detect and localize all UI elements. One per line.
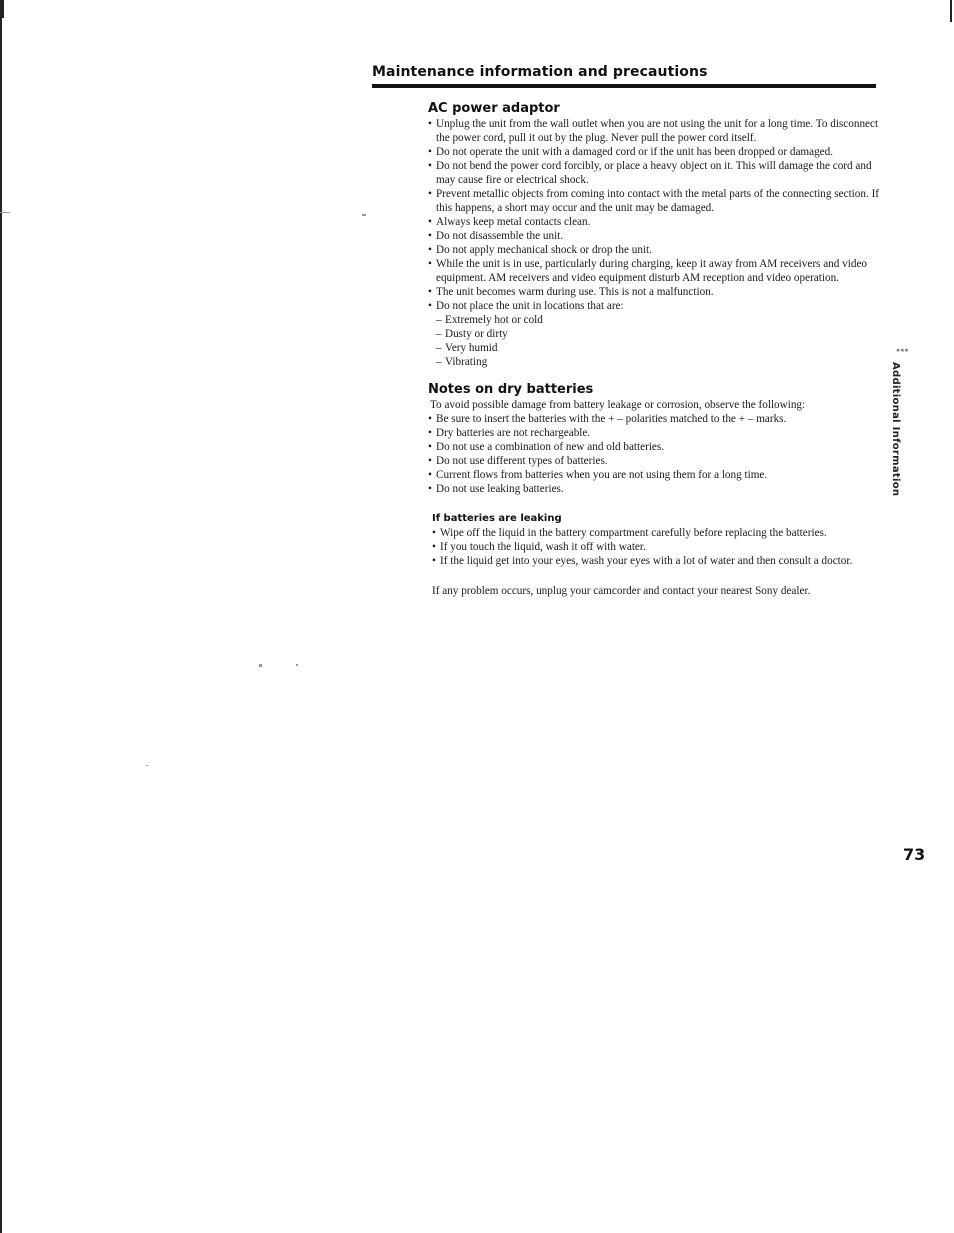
location-item: – Vibrating [436,355,886,369]
dry-batteries-list [424,412,886,496]
list-item: • If you touch the liquid, wash it off with water. [432,540,886,554]
scan-speck [259,664,262,667]
location-item: – Very humid [436,341,886,355]
dry-batteries-heading: Notes on dry batteries [428,382,594,397]
list-item: • The unit becomes warm during use. This is not a malfunction. [428,285,886,299]
location-item: – Extremely hot or cold [436,313,886,327]
page-edge-left [0,0,2,1233]
list-item: • Do not bend the power cord forcibly, or place a heavy object on it. This will damage the cord and may cause fire or electrical shock. [428,159,886,187]
list-item: • Current flows from batteries when you are not using them for a long time. [428,468,886,482]
list-item: • Wipe off the liquid in the battery compartment carefully before replacing the batteries. [432,526,886,540]
list-item: • Do not use a combination of new and old batteries. [428,440,886,454]
list-item: • Do not place the unit in locations that are: [428,299,886,313]
list-item: • Unplug the unit from the wall outlet when you are not using the unit for a long time. To disconnect the power cord, pull it out by the plug. Never pull the power cord itself. [428,117,886,145]
list-item: • Always keep metal contacts clean. [428,215,886,229]
page-number: 73 [903,845,926,864]
leaking-list [424,526,886,568]
main-content [424,100,886,598]
leaking-heading: If batteries are leaking [432,513,562,524]
scan-mark: ▪▪▪ [896,346,909,354]
location-item: – Dusty or dirty [436,327,886,341]
list-item: • Do not use leaking batteries. [428,482,886,496]
list-item: • Dry batteries are not rechargeable. [428,426,886,440]
side-tab: Additional Information [890,362,901,497]
title-rule [372,84,876,88]
list-item: • Do not use different types of batteries. [428,454,886,468]
scan-speck [296,664,298,666]
closing-note: If any problem occurs, unplug your camcorder and contact your nearest Sony dealer. [432,585,811,597]
page-edge-mark [2,0,4,18]
dry-batteries-intro: To avoid possible damage from battery leakage or corrosion, observe the following: [430,399,806,411]
scan-speck [146,765,148,766]
scan-speck [0,212,10,213]
list-item: • Do not operate the unit with a damaged cord or if the unit has been dropped or damaged. [428,145,886,159]
locations-list [424,313,886,369]
scan-speck [362,214,366,216]
list-item: • Do not disassemble the unit. [428,229,886,243]
leaking-section [424,512,886,568]
dry-batteries-section [424,381,886,496]
ac-power-adaptor-list [424,117,886,313]
list-item: • If the liquid get into your eyes, wash your eyes with a lot of water and then consult a doctor. [432,554,886,568]
ac-power-adaptor-section [424,100,886,369]
section-title: Maintenance information and precautions [372,64,708,80]
ac-power-adaptor-heading: AC power adaptor [428,101,560,116]
list-item: • While the unit is in use, particularly during charging, keep it away from AM receivers and video equipment. AM receivers and video equipment disturb AM reception and video operation. [428,257,886,285]
list-item: • Do not apply mechanical shock or drop the unit. [428,243,886,257]
page-edge-right [950,0,952,22]
list-item: • Prevent metallic objects from coming into contact with the metal parts of the connecting section. If this happens, a short may occur and the unit may be damaged. [428,187,886,215]
list-item: • Be sure to insert the batteries with the + – polarities matched to the + – marks. [428,412,886,426]
